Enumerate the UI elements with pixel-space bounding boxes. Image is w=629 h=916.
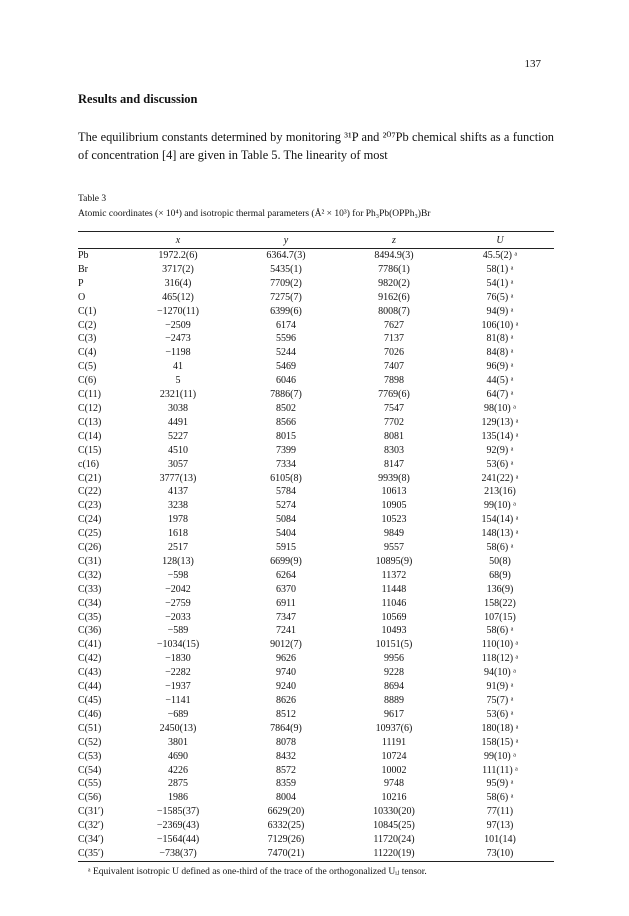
atom-cell: O [78,291,86,303]
z-cell: 7769(6) [378,389,410,401]
u-cell: 54(1) ᵃ [486,277,514,289]
z-cell: 8008(7) [378,305,410,317]
u-cell: 94(10) ᵃ [484,667,516,679]
x-cell: 2450(13) [159,722,197,734]
y-cell: 8359 [276,778,296,790]
table-row [78,583,554,597]
atom-cell: Br [78,263,88,275]
z-cell: 9557 [384,542,404,554]
atom-cell: C(45) [78,695,102,706]
atom-cell: C(36) [78,625,102,637]
atom-cell: C(35′) [78,847,104,859]
y-cell: 6911 [276,597,296,609]
y-cell: 6370 [276,583,296,595]
x-cell: −1830 [165,653,191,665]
table-row [78,263,554,277]
atom-cell: C(4) [78,347,97,359]
table-row [78,847,554,861]
atom-cell: C(23) [78,500,102,512]
x-cell: −589 [167,625,189,637]
table-row [78,624,554,638]
y-cell: 6264 [276,569,296,581]
u-cell: 158(15) ᵃ [481,736,519,748]
z-cell: 9849 [384,528,404,540]
atom-cell: C(14) [78,430,102,442]
y-cell: 7347 [276,611,296,623]
z-cell: 10569 [381,611,407,623]
x-cell: 128(13) [162,555,194,567]
page-number: 137 [524,58,541,70]
x-cell: −738(37) [159,847,197,859]
u-cell: 97(13) [486,820,514,832]
atom-cell: C(42) [78,653,102,665]
atom-cell: C(15) [78,444,102,456]
u-cell: 73(10) [486,847,514,859]
u-cell: 213(16) [484,486,516,498]
u-cell: 58(6) ᵃ [486,625,514,637]
u-cell: 136(9) [486,583,514,595]
y-cell: 9626 [276,653,296,665]
z-cell: 10613 [381,486,407,498]
atom-cell: C(31′) [78,806,104,818]
header-atom [78,233,126,249]
atom-cell: C(53) [78,750,102,762]
x-cell: −1141 [165,695,191,706]
u-cell: 129(13) ᵃ [481,416,519,428]
u-cell: 64(7) ᵃ [486,389,514,401]
u-cell: 91(9) ᵃ [486,681,514,693]
y-cell: 7399 [276,444,296,456]
x-cell: 4690 [168,750,188,762]
table-footnote: ᵃ Equivalent isotropic U defined as one-third of the trace of the orthogonalized Uᵢⱼ tensor. [88,867,427,877]
atom-cell: C(44) [78,681,102,693]
atom-cell: C(1) [78,305,97,317]
y-cell: 7864(9) [270,722,302,734]
atom-cell: C(13) [78,416,102,428]
x-cell: 3038 [168,402,188,414]
body-paragraph: The equilibrium constants determined by monitoring ³¹P and ²⁰⁷Pb chemical shifts as a function of concentration [4] are given in Table 5. The linearity of most [78,130,554,162]
x-cell: −1937 [165,681,191,693]
table-row [78,360,554,374]
table-row [78,374,554,388]
x-cell: 2517 [168,542,188,554]
y-cell: 7241 [276,625,296,637]
x-cell: 3777(13) [159,472,197,484]
table-row [78,680,554,694]
u-cell: 75(7) ᵃ [486,695,514,706]
x-cell: −2369(43) [156,820,200,832]
z-cell: 10523 [381,514,407,526]
atom-cell: Pb [78,250,89,261]
z-cell: 9162(6) [378,291,410,303]
y-cell: 6105(8) [270,472,302,484]
z-cell: 8303 [384,444,404,456]
y-cell: 6629(20) [267,806,305,818]
y-cell: 8004 [276,792,296,804]
u-cell: 58(1) ᵃ [486,263,514,275]
x-cell: 1978 [168,514,188,526]
u-cell: 92(9) ᵃ [486,444,514,456]
x-cell: −1198 [165,347,191,359]
y-cell: 5274 [276,500,296,512]
x-cell: 1618 [168,528,188,540]
y-cell: 6332(25) [267,820,305,832]
z-cell: 10937(6) [375,722,413,734]
atom-cell: C(2) [78,319,97,331]
x-cell: −2282 [165,667,191,679]
atom-cell: C(6) [78,375,97,387]
z-cell: 9820(2) [378,277,410,289]
table-row [78,541,554,555]
z-cell: 10845(25) [373,820,415,832]
u-cell: 84(8) ᵃ [486,347,514,359]
x-cell: −689 [167,708,189,720]
table-header-row [78,233,554,249]
table-row [78,722,554,736]
z-cell: 7026 [384,347,404,359]
y-cell: 8512 [276,708,296,720]
table-row [78,249,554,263]
y-cell: 6699(9) [270,555,302,567]
u-cell: 98(10) ᵃ [484,402,516,414]
u-cell: 68(9) [489,569,511,581]
table-row [78,319,554,333]
y-cell: 6399(6) [270,305,302,317]
x-cell: 5227 [168,430,188,442]
table-body [78,249,554,861]
z-cell: 8694 [384,681,404,693]
x-cell: 316(4) [164,277,192,289]
table-title: Table 3 [78,194,107,204]
table-row [78,472,554,486]
u-cell: 95(9) ᵃ [486,778,514,790]
atom-cell: C(12) [78,402,102,414]
atom-cell: C(25) [78,528,102,540]
table-row [78,569,554,583]
z-cell: 8494.9(3) [374,250,414,261]
y-cell: 5244 [276,347,296,359]
table-row [78,499,554,513]
table-row [78,708,554,722]
u-cell: 99(10) ᵃ [484,750,516,762]
u-cell: 118(12) ᵃ [481,653,519,665]
z-cell: 9939(8) [378,472,410,484]
u-cell: 76(5) ᵃ [486,291,514,303]
table-row [78,277,554,291]
u-cell: 154(14) ᵃ [481,514,519,526]
y-cell: 5084 [276,514,296,526]
table-row [78,833,554,847]
table-row [78,750,554,764]
y-cell: 6174 [276,319,296,331]
table-row [78,402,554,416]
atom-cell: C(32) [78,569,102,581]
x-cell: 5 [175,375,181,387]
table-row [78,388,554,402]
u-cell: 148(13) ᵃ [481,528,519,540]
y-cell: 8566 [276,416,296,428]
z-cell: 7407 [384,361,404,373]
y-cell: 8015 [276,430,296,442]
atom-cell: C(52) [78,736,102,748]
z-cell: 9956 [384,653,404,665]
atom-cell: C(41) [78,639,102,651]
u-cell: 107(15) [484,611,516,623]
header-x: x [175,235,181,247]
atom-cell: c(16) [78,458,100,470]
table-row [78,513,554,527]
x-cell: 1972.2(6) [158,250,198,261]
x-cell: −1585(37) [156,806,200,818]
x-cell: 4510 [168,444,188,456]
u-cell: 81(8) ᵃ [486,333,514,345]
atom-cell: C(3) [78,333,97,345]
atom-cell: C(21) [78,472,102,484]
x-cell: −2033 [165,611,191,623]
y-cell: 7275(7) [270,291,302,303]
table-row [78,611,554,625]
u-cell: 99(10) ᵃ [484,500,516,512]
atom-cell: C(26) [78,542,102,554]
y-cell: 8572 [276,764,296,776]
z-cell: 11046 [381,597,407,609]
z-cell: 11720(24) [373,834,415,846]
atom-cell: C(32′) [78,820,104,832]
u-cell: 77(11) [486,806,514,818]
z-cell: 9617 [384,708,404,720]
y-cell: 9012(7) [270,639,302,651]
atom-cell: C(56) [78,792,102,804]
y-cell: 7129(26) [267,834,305,846]
u-cell: 135(14) ᵃ [481,430,519,442]
table-top-rule [78,231,554,232]
table-row [78,805,554,819]
z-cell: 8147 [384,458,404,470]
table-row [78,666,554,680]
y-cell: 6364.7(3) [266,250,306,261]
y-cell: 9240 [276,681,296,693]
x-cell: 41 [173,361,183,373]
table-row [78,597,554,611]
table-row [78,458,554,472]
table-row [78,694,554,708]
z-cell: 7547 [384,402,404,414]
u-cell: 58(6) ᵃ [486,792,514,804]
u-cell: 110(10) ᵃ [481,639,519,651]
table-row [78,416,554,430]
x-cell: 3717(2) [162,263,194,275]
z-cell: 7627 [384,319,404,331]
z-cell: 9228 [384,667,404,679]
z-cell: 11372 [381,569,407,581]
atom-cell: C(11) [78,389,101,401]
x-cell: 3801 [168,736,188,748]
table-row [78,527,554,541]
section-heading: Results and discussion [78,92,198,106]
z-cell: 7702 [384,416,404,428]
table-row [78,305,554,319]
z-cell: 9748 [384,778,404,790]
u-cell: 101(14) [484,834,516,846]
y-cell: 5404 [276,528,296,540]
atom-cell: C(46) [78,708,102,720]
u-cell: 45.5(2) ᵃ [482,250,518,261]
z-cell: 10895(9) [375,555,413,567]
x-cell: −2473 [165,333,191,345]
table-row [78,791,554,805]
table-row [78,444,554,458]
y-cell: 7470(21) [267,847,305,859]
x-cell: 4226 [168,764,188,776]
x-cell: 3057 [168,458,188,470]
x-cell: 465(12) [162,291,194,303]
atom-cell: C(34) [78,597,102,609]
table-row [78,555,554,569]
u-cell: 53(6) ᵃ [486,458,514,470]
atom-cell: P [78,277,84,289]
z-cell: 10330(20) [373,806,415,818]
atom-cell: C(55) [78,778,102,790]
y-cell: 9740 [276,667,296,679]
z-cell: 7898 [384,375,404,387]
x-cell: −1034(15) [156,639,200,651]
x-cell: −2759 [165,597,191,609]
x-cell: 4491 [168,416,188,428]
header-z: z [392,235,396,247]
z-cell: 10905 [381,500,407,512]
x-cell: −1564(44) [156,834,200,846]
table-row [78,346,554,360]
z-cell: 10493 [381,625,407,637]
y-cell: 8432 [276,750,296,762]
x-cell: −2042 [165,583,191,595]
y-cell: 7886(7) [270,389,302,401]
y-cell: 8626 [276,695,296,706]
u-cell: 58(6) ᵃ [486,542,514,554]
y-cell: 5915 [276,542,296,554]
x-cell: −598 [167,569,189,581]
x-cell: 2321(11) [159,389,197,401]
y-cell: 5596 [276,333,296,345]
header-u: U [496,235,504,247]
atom-cell: C(54) [78,764,102,776]
header-y: y [283,235,289,247]
table-row [78,736,554,750]
z-cell: 11220(19) [373,847,415,859]
u-cell: 94(9) ᵃ [486,305,514,317]
z-cell: 8889 [384,695,404,706]
table-row [78,291,554,305]
z-cell: 10216 [381,792,407,804]
table-caption: Atomic coordinates (× 10⁴) and isotropic thermal parameters (Å² × 10³) for Ph₃Pb(OPPh₃)Br [78,209,431,219]
atom-cell: C(33) [78,583,102,595]
z-cell: 10151(5) [375,639,413,651]
y-cell: 7334 [276,458,296,470]
u-cell: 44(5) ᵃ [486,375,514,387]
z-cell: 11448 [381,583,407,595]
x-cell: 3238 [168,500,188,512]
u-cell: 180(18) ᵃ [481,722,519,734]
atom-cell: C(5) [78,361,97,373]
z-cell: 11191 [381,736,407,748]
z-cell: 7786(1) [378,263,410,275]
u-cell: 111(11) ᵃ [482,764,518,776]
u-cell: 53(6) ᵃ [486,708,514,720]
y-cell: 5784 [276,486,296,498]
atom-cell: C(24) [78,514,102,526]
y-cell: 8502 [276,402,296,414]
y-cell: 5435(1) [270,263,302,275]
z-cell: 7137 [384,333,404,345]
table-bottom-rule [78,861,554,862]
u-cell: 96(9) ᵃ [486,361,514,373]
u-cell: 106(10) ᵃ [481,319,519,331]
u-cell: 50(8) [489,555,511,567]
x-cell: −1270(11) [157,305,199,317]
atom-cell: C(31) [78,555,102,567]
table-row [78,819,554,833]
table-row [78,430,554,444]
atom-cell: C(35) [78,611,102,623]
atom-cell: C(51) [78,722,102,734]
u-cell: 158(22) [484,597,516,609]
coordinates-table [78,233,554,861]
y-cell: 6046 [276,375,296,387]
table-row [78,764,554,778]
x-cell: 4137 [168,486,188,498]
z-cell: 8081 [384,430,404,442]
atom-cell: C(34′) [78,834,104,846]
z-cell: 10002 [381,764,407,776]
y-cell: 8078 [276,736,296,748]
x-cell: 1986 [168,792,188,804]
z-cell: 10724 [381,750,407,762]
atom-cell: C(43) [78,667,102,679]
table-row [78,332,554,346]
x-cell: −2509 [165,319,191,331]
table-row [78,777,554,791]
u-cell: 241(22) ᵃ [481,472,519,484]
table-row [78,652,554,666]
y-cell: 7709(2) [270,277,302,289]
atom-cell: C(22) [78,486,102,498]
y-cell: 5469 [276,361,296,373]
table-row [78,638,554,652]
table-row [78,485,554,499]
x-cell: 2875 [168,778,188,790]
